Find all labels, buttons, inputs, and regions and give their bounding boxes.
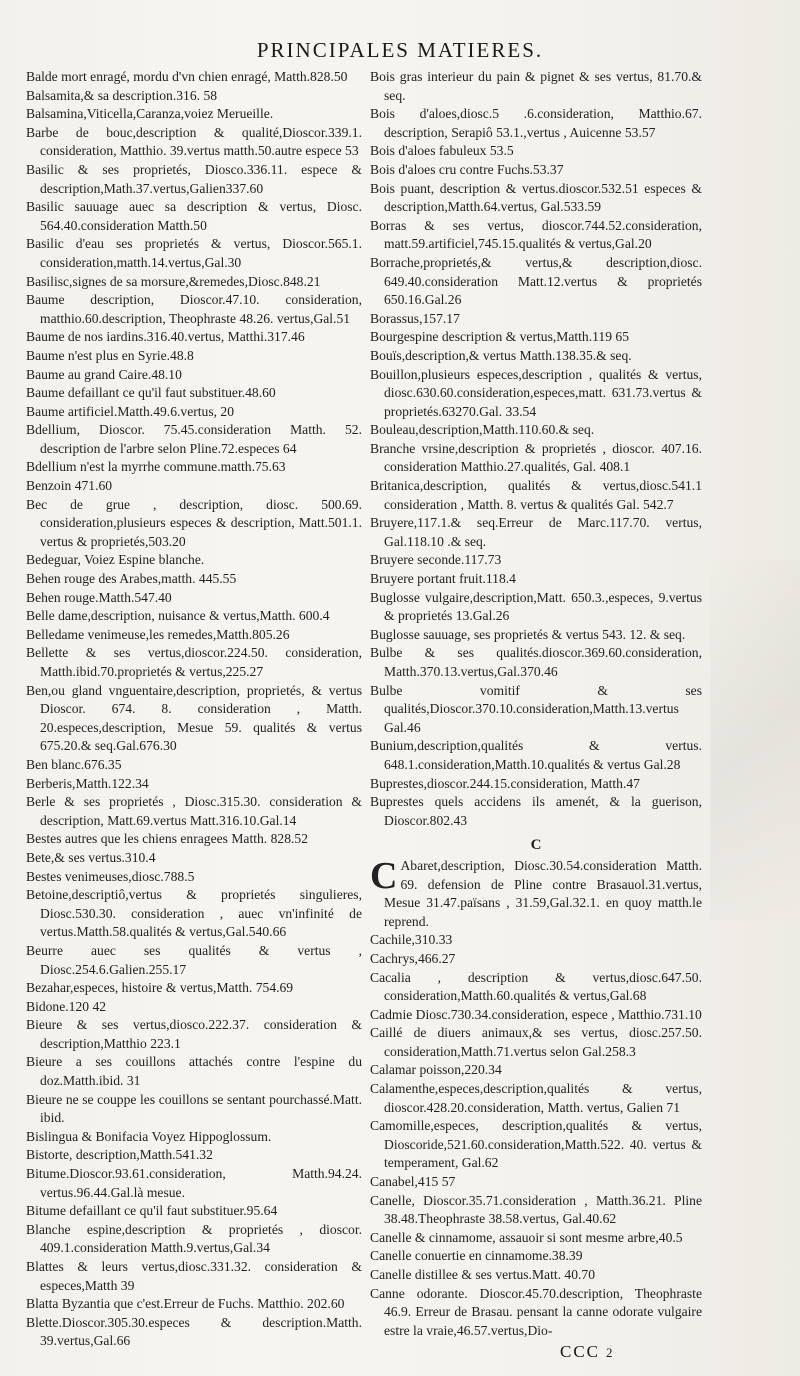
- index-entry: Bulbe vomitif & ses qualités,Dioscor.370.10.consideration,Matth.13.vertus Gal.46: [370, 682, 702, 735]
- index-entry: Blette.Dioscor.305.30.especes & description.Matth. 39.vertus,Gal.66: [26, 1314, 362, 1349]
- index-entry: Canelle conuertie en cinnamome.38.39: [370, 1248, 583, 1264]
- index-entry: Cachile,310.33: [370, 932, 453, 948]
- index-entry: Ben blanc.676.35: [26, 756, 122, 772]
- index-entry: Bellette & ses vertus,dioscor.224.50. consideration, Matth.ibid.70.proprietés & vertus,225.27: [26, 645, 362, 679]
- right-column: [370, 68, 702, 1340]
- index-entry: Bistorte, description,Matth.541.32: [26, 1147, 213, 1163]
- index-entry: Beurre auec ses qualités & vertus , Diosc.254.6.Galien.255.17: [26, 942, 362, 977]
- index-entry: Baume description, Dioscor.47.10. consideration, matthio.60.description, Theophraste 48.26. vertus,Gal.51: [26, 292, 362, 326]
- index-entry: Borras & ses vertus, dioscor.744.52.consideration, matt.59.artificiel,745.15.qualités & vertus,Gal.20: [370, 217, 702, 252]
- index-entry: Calamenthe,especes,description,qualités & vertus, dioscor.428.20.consideration, Matth. vertus, Galien 71: [370, 1081, 702, 1115]
- left-column: [26, 68, 362, 1351]
- index-entry: Bieure a ses couillons attachés contre l'espine du doz.Matth.ibid. 31: [26, 1054, 362, 1089]
- index-entry: Bidone.120 42: [26, 998, 107, 1014]
- signature-mark: CCC: [560, 1342, 601, 1361]
- index-entry: Barbe de bouc,description & qualité,Dioscor.339.1. consideration, Matthio. 39.vertus matth.50.autre espece 53: [26, 124, 362, 159]
- index-entry: Benzoin 471.60: [26, 478, 113, 494]
- index-entry: Bois d'aloes fabuleux 53.5: [370, 143, 514, 159]
- index-entry: Borassus,157.17: [370, 310, 460, 326]
- page-footer: [560, 1342, 615, 1362]
- index-entry: Basilic & ses proprietés, Diosco.336.11. espece & description,Math.37.vertus,Galien337.60: [26, 161, 362, 196]
- index-entry: Balsamina,Viticella,Caranza,voiez Merueille.: [26, 106, 274, 122]
- index-entry: Bdellium n'est la myrrhe commune.matth.75.63: [26, 459, 286, 475]
- index-entry: Bdellium, Dioscor. 75.45.consideration Matth. 52. description de l'arbre selon Pline.72.especes 64: [26, 422, 362, 456]
- index-entry: Cacalia , description & vertus,diosc.647.50. consideration,Matth.60.qualités & vertus,Gal.68: [370, 969, 702, 1004]
- show-through-shadow: [710, 560, 800, 920]
- index-entry: Buprestes quels accidens ils amenét, & la guerison, Dioscor.802.43: [370, 794, 702, 828]
- index-entry: Basilic d'eau ses proprietés & vertus, Dioscor.565.1. consideration,matth.14.vertus,Gal.30: [26, 236, 362, 270]
- index-entry: Baume de nos iardins.316.40.vertus, Matthi.317.46: [26, 329, 305, 345]
- index-entry: Baume au grand Caire.48.10: [26, 366, 182, 382]
- index-entry: Bitume defaillant ce qu'il faut substituer.95.64: [26, 1203, 278, 1219]
- index-entry: Bruyere portant fruit.118.4: [370, 571, 516, 587]
- index-entry: Behen rouge.Matth.547.40: [26, 589, 172, 605]
- index-entry: Bitume.Dioscor.93.61.consideration, Matth.94.24. vertus.96.44.Gal.là mesue.: [26, 1166, 362, 1200]
- index-entry: Bedeguar, Voiez Espine blanche.: [26, 552, 205, 568]
- index-entry: Bois d'aloes,diosc.5 .6.consideration, Matthio.67. description, Serapiô 53.1.,vertus , Auicenne 53.57: [370, 106, 702, 140]
- index-entry: Basilisc,signes de sa morsure,&remedes,Diosc.848.21: [26, 273, 321, 289]
- index-entry: Canelle distillee & ses vertus.Matt. 40.70: [370, 1267, 596, 1282]
- index-entry: Branche vrsine,description & proprietés , dioscor. 407.16. consideration Matthio.27.qualités, Gal. 408.1: [370, 440, 702, 475]
- index-entry: Canelle & cinnamome, assauoir si sont mesme arbre,40.5: [370, 1229, 683, 1245]
- index-entry: Bouleau,description,Matth.110.60.& seq.: [370, 422, 595, 438]
- index-entry: Bieure ne se couppe les couillons se sentant pourchassé.Matt. ibid.: [26, 1091, 362, 1126]
- index-entry: Bouïs,description,& vertus Matth.138.35.& seq.: [370, 347, 632, 363]
- index-entry: Blattes & leurs vertus,diosc.331.32. consideration & especes,Matth 39: [26, 1259, 362, 1293]
- index-entry: Bezahar,especes, histoire & vertus,Matth. 754.69: [26, 980, 294, 996]
- index-entry: Betoine,descriptiô,vertus & proprietés singulieres, Diosc.530.30. consideration , auec vn'infinité de vertus.Matth.58.qualités & vertus,Gal.540.66: [26, 887, 362, 940]
- index-entry: Canabel,415 57: [370, 1174, 456, 1190]
- index-entry: Borrache,proprietés,& vertus,& description,diosc. 649.40.consideration Matt.12.vertus & proprietés 650.16.Gal.26: [370, 254, 702, 308]
- page-number: 2: [606, 1345, 615, 1360]
- index-entry-text: Abaret,description, Diosc.30.54.consideration Matth. 69. defension de Pline contre Brasauol.31.vertus, Mesue 31.47.païsans , 31.59,Gal.32.1. en quoy matth.le reprend.: [384, 857, 702, 929]
- index-entry: Baume defaillant ce qu'il faut substituer.48.60: [26, 385, 276, 401]
- index-entry: Bourgespine description & vertus,Matth.119 65: [370, 329, 630, 345]
- index-entry: Bunium,description,qualités & vertus. 648.1.consideration,Matth.10.qualités & vertus Gal.28: [370, 738, 702, 772]
- index-entry: Berle & ses proprietés , Diosc.315.30. consideration & description, Matt.69.vertus Matt.316.10.Gal.14: [26, 794, 362, 828]
- letter-c-section: [370, 836, 702, 1340]
- index-entry: Balsamita,& sa description.316. 58: [26, 87, 218, 103]
- index-entry: Camomille,especes, description,qualités & vertus, Dioscoride,521.60.consideration,Matth.522. 40. vertus & temperament, Gal.62: [370, 1118, 702, 1171]
- index-entry: Bestes autres que les chiens enragees Matth. 828.52: [26, 831, 308, 847]
- index-entry: Calamar poisson,220.34: [370, 1062, 502, 1078]
- index-entry: Baume artificiel.Matth.49.6.vertus, 20: [26, 403, 235, 419]
- index-entry: Blanche espine,description & proprietés , dioscor. 409.1.consideration Matth.9.vertus,Gal.34: [26, 1221, 362, 1256]
- letter-heading: C: [530, 837, 542, 854]
- index-entry: Basilic sauuage auec sa description & vertus, Diosc. 564.40.consideration Matth.50: [26, 199, 362, 233]
- index-entry: Belledame venimeuse,les remedes,Matth.805.26: [26, 626, 290, 642]
- index-entry: Baume n'est plus en Syrie.48.8: [26, 347, 194, 363]
- index-entry: Buprestes,dioscor.244.15.consideration, Matth.47: [370, 775, 640, 791]
- index-entry: Bouillon,plusieurs especes,description , qualités & vertus, diosc.630.60.consideration,especes,matt. 631.73.vertus & proprietés.63270.Gal. 33.54: [370, 366, 702, 419]
- index-entry: Berberis,Matth.122.34: [26, 775, 149, 791]
- index-entry: Caillé de diuers animaux,& ses vertus, diosc.257.50. consideration,Matth.71.vertus selon Gal.258.3: [370, 1025, 702, 1059]
- index-entry: Bec de grue , description, diosc. 500.69. consideration,plusieurs especes & description, Matt.501.1. vertus & proprietés,503.20: [26, 496, 362, 549]
- index-entry: Belle dame,description, nuisance & vertus,Matth. 600.4: [26, 608, 330, 624]
- page-header: PRINCIPALES MATIERES.: [256, 38, 544, 62]
- index-entry: Britanica,description, qualités & vertus,diosc.541.1 consideration , Matth. 8. vertus & qualités Gal. 542.7: [370, 478, 702, 512]
- index-entry: Buglosse sauuage, ses proprietés & vertus 543. 12. & seq.: [370, 626, 686, 642]
- index-entry: Canne odorante. Dioscor.45.70.description, Theophraste 46.9. Erreur de Brasau. pensant la canne odorate vulgaire estre la vraie,46.57.vertus,Dio-: [370, 1285, 702, 1338]
- index-entry: Behen rouge des Arabes,matth. 445.55: [26, 571, 237, 587]
- index-entry: Balde mort enragé, mordu d'vn chien enragé, Matth.828.50: [26, 69, 348, 84]
- index-entry: Bois d'aloes cru contre Fuchs.53.37: [370, 161, 564, 177]
- index-entry: Buglosse vulgaire,description,Matt. 650.3.,especes, 9.vertus & proprietés 13.Gal.26: [370, 589, 702, 624]
- index-entry: Cachrys,466.27: [370, 950, 456, 966]
- index-entry: Bruyere seconde.117.73: [370, 552, 502, 568]
- index-entry: Bislingua & Bonifacia Voyez Hippoglossum.: [26, 1128, 272, 1144]
- index-entry: Blatta Byzantia que c'est.Erreur de Fuchs. Matthio. 202.60: [26, 1296, 345, 1312]
- drop-cap: C: [370, 854, 398, 897]
- index-entry: Bois puant, description & vertus.dioscor.532.51 especes & description,Matth.64.vertus, Gal.533.59: [370, 180, 702, 215]
- index-entry: Bieure & ses vertus,diosco.222.37. consideration & description,Matthio 223.1: [26, 1017, 362, 1051]
- index-entry: Canelle, Dioscor.35.71.consideration , Matth.36.21. Pline 38.48.Theophraste 38.58.vertus, Gal.40.62: [370, 1192, 702, 1227]
- index-entry: Bete,& ses vertus.310.4: [26, 849, 156, 865]
- index-entry: Cadmie Diosc.730.34.consideration, espece , Matthio.731.10: [370, 1006, 702, 1022]
- index-entry: Bestes venimeuses,diosc.788.5: [26, 868, 195, 884]
- index-entry: [370, 854, 702, 931]
- index-entry: Ben,ou gland vnguentaire,description, proprietés, & vertus Dioscor. 674. 8. consideration , Matth. 20.especes,description, Mesue 59. qualités & vertus 675.20.& seq.Gal.676.30: [26, 682, 362, 754]
- index-entry: Bois gras interieur du pain & pignet & ses vertus, 81.70.& seq.: [370, 69, 702, 103]
- index-entry: Bulbe & ses qualités.dioscor.369.60.consideration, Matth.370.13.vertus,Gal.370.46: [370, 645, 702, 679]
- index-entry: Bruyere,117.1.& seq.Erreur de Marc.117.70. vertus, Gal.118.10 .& seq.: [370, 515, 702, 549]
